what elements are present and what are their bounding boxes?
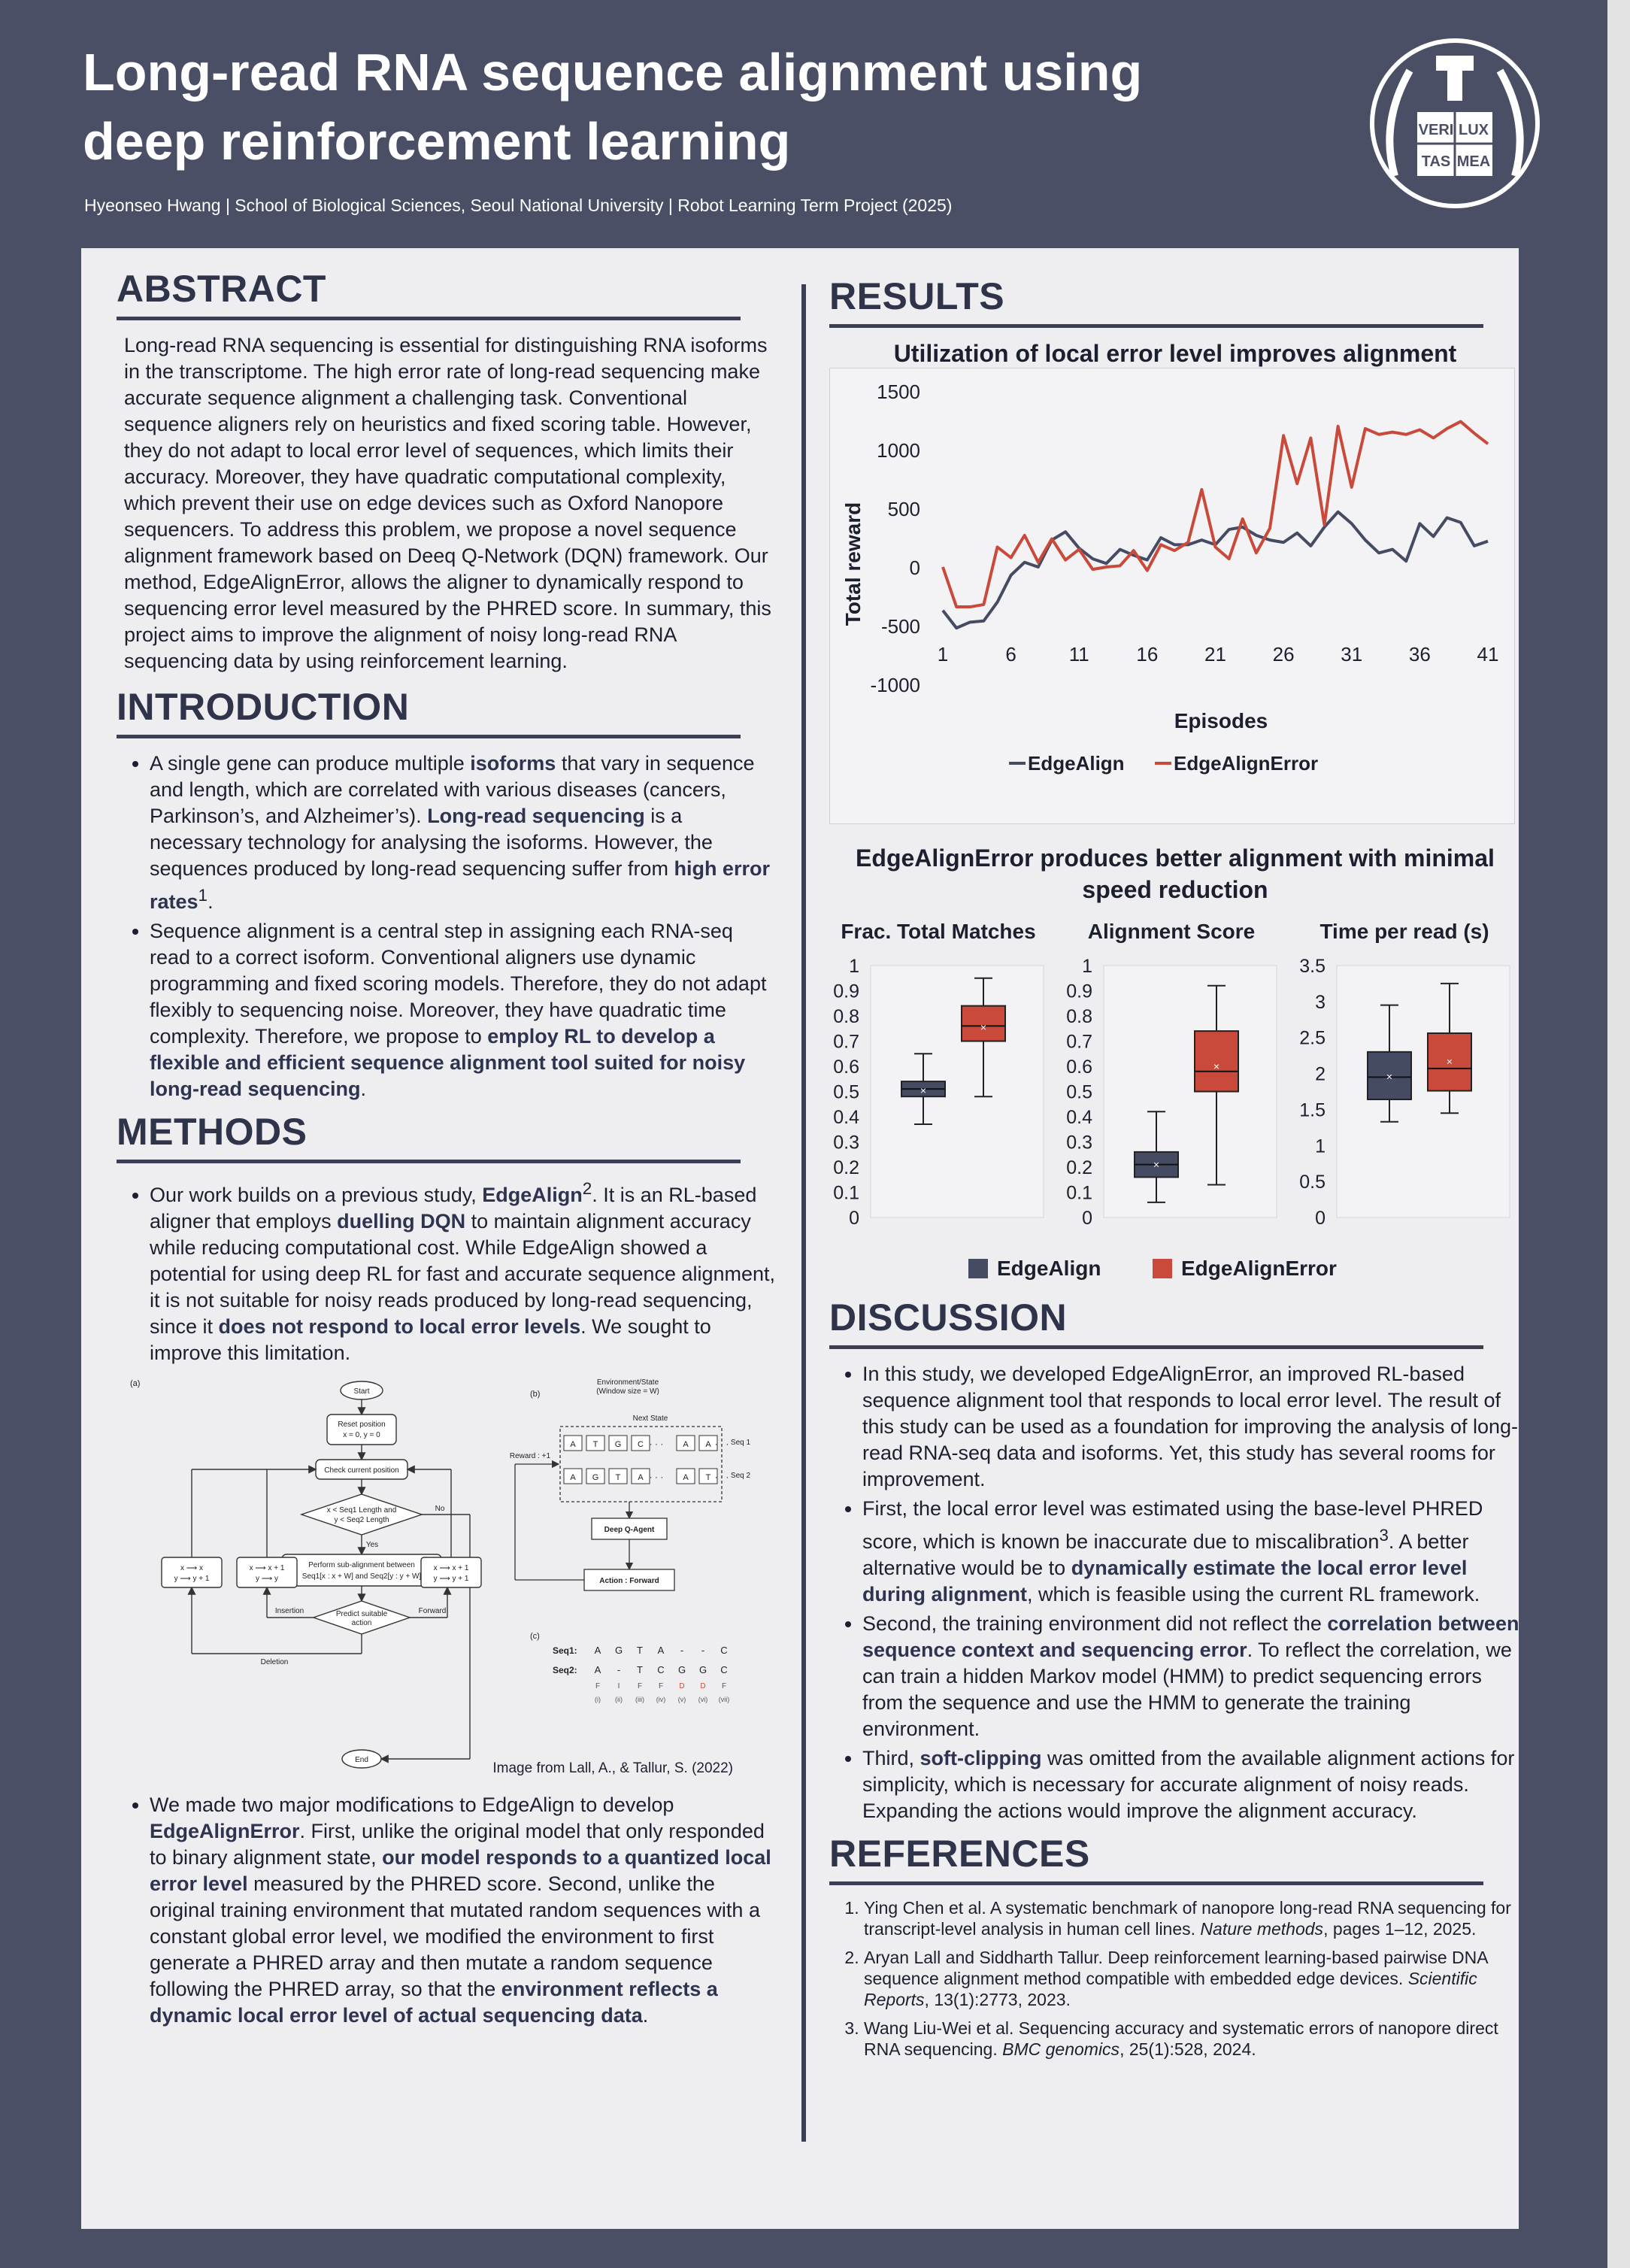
text-run-bold: correlation between sequence context and sequencing error	[862, 1612, 1519, 1661]
box-y-tick-label: 0.3	[1066, 1132, 1092, 1154]
seq2-letter: A	[683, 1473, 689, 1482]
action-2-line-1: x ⟶ x + 1	[249, 1564, 285, 1572]
text-run-bold: EdgeAlign	[482, 1184, 583, 1206]
text-run: Our work builds on a previous study,	[150, 1184, 483, 1206]
no-label: No	[435, 1505, 445, 1513]
box-y-tick-label: 0.6	[833, 1057, 859, 1078]
x-tick-label: 6	[1005, 643, 1016, 666]
text-run: that vary in sequence and length, which are correlated with various diseases (cancers, Parkinson’s, and Alzheimer’s).	[150, 752, 755, 827]
reset-label-2: x = 0, y = 0	[343, 1431, 380, 1439]
journal-name: Nature methods	[1200, 1919, 1324, 1939]
references-section	[829, 1832, 1521, 2060]
action-3-line-1: x ⟶ x + 1	[433, 1564, 469, 1572]
results-section	[829, 274, 1521, 1293]
insertion-label: Insertion	[274, 1607, 304, 1615]
legend-label-edgealign: EdgeAlign	[1028, 752, 1125, 775]
text-run: .	[642, 2004, 649, 2027]
legend-label-edgealignerror: EdgeAlignError	[1174, 752, 1319, 775]
reset-label: Reset position	[338, 1421, 386, 1429]
box-y-tick-label: 0.4	[833, 1107, 859, 1128]
start-label: Start	[353, 1387, 370, 1396]
methods-bullet-1	[150, 1175, 778, 1366]
seq1-letter: A	[570, 1440, 576, 1449]
abstract-text: Long-read RNA sequencing is essential for distinguishing RNA isoforms in the transcriptome. The high error rate of long-read sequencing make accurate sequence alignment a challenging task. Conventional sequence aligners rely on heuristics and fixed scoring table. However, they do not adapt to local error level of sequences, which limits their accuracy. Moreover, they have quadratic computational complexity, which prevent their use on edge devices such as Oxford Nanopore sequencers. To address this problem, we propose a novel sequence alignment framework based on Deeq Q-Network (DQN) framework. Our method, EdgeAlignError, allows the aligner to dynamically respond to sequencing error level measured by the PHRED score. In summary, this project aims to improve the alignment of noisy long-read RNA sequencing data by using reinforcement learning.	[124, 334, 771, 672]
methods-figure	[124, 1375, 771, 1781]
x-axis-label: Episodes	[1174, 709, 1268, 732]
env-label-2: (Window size = W)	[596, 1387, 659, 1396]
title-line-2: deep reinforcement learning	[83, 112, 791, 171]
legend-swatch-edgealign-box	[968, 1259, 988, 1278]
text-run: Second, the training environment did not reflect the	[862, 1612, 1328, 1635]
abstract-section	[117, 267, 778, 675]
c-seq1-letter: -	[680, 1645, 684, 1656]
box-y-tick-label: 2	[1315, 1063, 1326, 1085]
box-y-tick-label: 0.9	[833, 981, 859, 1002]
methods-heading: METHODS	[117, 1111, 308, 1153]
seq2-ellipsis: · · ·	[714, 1472, 729, 1482]
line-chart-legend	[1009, 752, 1318, 775]
box-y-tick-label: 0.8	[1066, 1006, 1092, 1027]
journal-name: Scientific Reports	[864, 1969, 1477, 2009]
introduction-list	[117, 750, 778, 1102]
intro-bullet-2	[150, 918, 778, 1102]
box-y-tick-label: 0	[849, 1208, 859, 1229]
env-label-1: Environment/State	[596, 1378, 659, 1387]
box-y-tick-label: 0.2	[1066, 1157, 1092, 1178]
box-y-tick-label: 2.5	[1299, 1027, 1326, 1049]
section-rule	[117, 317, 741, 320]
text-run: Sequence alignment is a central step in assigning each RNA-seq read to a correct isoform. Conventional aligners use dynamic programming and fixed scoring models. Therefore, they do not adapt flexibly to sequencing noise. Moreover, they have quadratic time complexity. Therefore, we propose to	[150, 920, 767, 1048]
journal-name: BMC genomics	[1002, 2039, 1120, 2059]
methods-section	[117, 1110, 778, 2029]
legend-swatch-edgealignerror-box	[1153, 1259, 1172, 1278]
c-op-letter: D	[700, 1682, 706, 1690]
seq2-cells	[564, 1469, 729, 1484]
text-run: was omitted from the available alignment actions for simplicity, which is necessary for accurate alignment of noisy reads. Expanding the actions would improve the alignment accuracy.	[862, 1747, 1515, 1822]
mean-marker: ×	[980, 1021, 987, 1034]
text-run-bold: Long-read sequencing	[427, 805, 645, 827]
x-tick-label: 26	[1272, 643, 1295, 666]
text-run-bold: environment reflects a dynamic local error level of actual sequencing data	[150, 1978, 718, 2027]
abstract-heading: ABSTRACT	[117, 268, 326, 310]
action-1-line-2: y ⟶ y + 1	[174, 1575, 210, 1583]
discussion-bullet-3	[862, 1611, 1521, 1742]
x-tick-label: 36	[1408, 643, 1431, 666]
boxplot-legend	[968, 1257, 1337, 1280]
box-y-tick-label: 3	[1315, 991, 1326, 1013]
action-3-line-2: y ⟶ y + 1	[433, 1575, 469, 1583]
c-seq2-letter: T	[637, 1664, 643, 1675]
series-line-edgealignerror	[943, 422, 1488, 607]
seq1-letter: A	[683, 1440, 689, 1449]
introduction-section	[117, 685, 778, 1102]
box-y-tick-label: 0	[1315, 1208, 1326, 1229]
box-y-tick-label: 0.7	[833, 1031, 859, 1053]
text-run: Third,	[862, 1747, 920, 1769]
condition-node	[301, 1494, 422, 1535]
x-tick-label: 16	[1136, 643, 1159, 666]
y-tick-label: -1000	[870, 674, 920, 696]
results-heading: RESULTS	[829, 275, 1005, 317]
panel-c-label: (c)	[530, 1632, 540, 1641]
y-tick-label: 1000	[877, 439, 920, 462]
c-seq2-letter: C	[720, 1664, 728, 1675]
box-panel-frame	[1104, 966, 1277, 1217]
seq2-letter: A	[570, 1473, 576, 1482]
legend-label-edgealign-box: EdgeAlign	[997, 1257, 1101, 1280]
c-op-letter: F	[721, 1682, 727, 1690]
section-rule	[829, 1881, 1483, 1885]
predict-label-1: Predict suitable	[335, 1610, 388, 1618]
box-y-tick-label: 0.2	[833, 1157, 859, 1178]
column-divider	[801, 284, 806, 2142]
mean-marker: ×	[1153, 1158, 1160, 1171]
text-run: is a necessary technology for analysing the isoforms. However, the sequences produced by long-read sequencing suffer from	[150, 805, 713, 880]
introduction-heading: INTRODUCTION	[117, 686, 410, 728]
legend-label-edgealignerror-box: EdgeAlignError	[1181, 1257, 1337, 1280]
box-panel-title: Frac. Total Matches	[841, 920, 1036, 943]
section-rule	[117, 1160, 741, 1163]
box-y-tick-label: 1	[1082, 956, 1092, 977]
text-run: . First, unlike the original model that only responded to binary alignment state,	[150, 1820, 765, 1869]
c-seq1-letter: G	[614, 1645, 623, 1656]
y-axis-label: Total reward	[841, 502, 865, 626]
right-column	[829, 274, 1521, 2067]
box-y-tick-label: 3.5	[1299, 956, 1326, 977]
logo-text-1: VERI	[1418, 122, 1454, 138]
methods-list-2	[117, 1792, 778, 2029]
citation-sup: 3	[1379, 1526, 1389, 1545]
c-seq1-letter: C	[720, 1645, 728, 1656]
author-byline: Hyeonseo Hwang | School of Biological Sciences, Seoul National University | Robot Learning Term Project (2025)	[84, 196, 953, 215]
c-index-label: (ii)	[615, 1696, 623, 1703]
seq1-row-label: Seq 1	[730, 1439, 751, 1447]
c-seq2-letter: A	[594, 1664, 601, 1675]
text-run: Wang Liu-Wei et al. Sequencing accuracy and systematic errors of nanopore direct RNA sequencing.	[864, 2018, 1498, 2059]
text-run-bold: duelling DQN	[337, 1210, 466, 1233]
seq1-ellipsis: · · ·	[649, 1439, 664, 1449]
discussion-list	[829, 1361, 1521, 1824]
condition-label-1: x < Seq1 Length and	[326, 1506, 397, 1515]
text-run: , pages 1–12, 2025.	[1323, 1919, 1477, 1939]
text-run: . A better alternative would be to	[862, 1530, 1469, 1579]
mean-marker: ×	[1386, 1070, 1393, 1083]
mean-marker: ×	[1213, 1060, 1220, 1072]
action-forward-label: Action : Forward	[599, 1577, 659, 1585]
boxplot-title: EdgeAlignError produces better alignment with minimal speed reduction	[856, 844, 1495, 903]
action-box-3	[421, 1557, 481, 1587]
box-y-tick-label: 0.5	[833, 1081, 859, 1103]
box-y-tick-label: 0.6	[1066, 1057, 1092, 1078]
y-tick-label: 500	[887, 498, 920, 520]
methods-list-1	[117, 1175, 778, 1366]
x-tick-label: 41	[1477, 643, 1499, 666]
text-run: . To reflect the correlation, we can train a hidden Markov model (HMM) to predict sequencing errors from the sequence and use the HMM to generate the training environment.	[862, 1639, 1512, 1740]
discussion-heading: DISCUSSION	[829, 1296, 1068, 1339]
text-run-bold: high error rates	[150, 857, 770, 913]
discussion-bullet-1: • In this study, we developed EdgeAlignError, an improved RL-based sequence alignment tool that responds to local error level. The result of this study can be used as a foundation for improving the analysis of long-read RNA-seq data and isoforms. Yet, this study has several rooms for improvement.	[862, 1361, 1521, 1493]
citation-sup: 2	[582, 1179, 592, 1198]
seq2-letter: T	[615, 1473, 621, 1482]
c-op-letter: F	[595, 1682, 601, 1690]
c-index-label: (iv)	[656, 1696, 666, 1703]
action-box-1	[162, 1557, 222, 1587]
c-op-letter: F	[637, 1682, 643, 1690]
c-seq1-letter: -	[701, 1645, 705, 1656]
c-seq2-letter: G	[698, 1664, 707, 1675]
y-tick-label: 1500	[877, 381, 920, 403]
section-rule	[829, 324, 1483, 328]
mean-marker: ×	[1446, 1055, 1453, 1068]
edgealign-diagram	[124, 1375, 771, 1781]
text-run: to maintain alignment accuracy while reducing computational cost. While EdgeAlign showed a potential for using deep RL for fast and accurate sequence alignment, it is not suitable for noisy reads produced by long-read sequencing, since it	[150, 1210, 776, 1338]
section-rule	[117, 735, 741, 738]
section-rule	[829, 1345, 1483, 1349]
c-seq2-label: Seq2:	[553, 1665, 577, 1675]
text-run: , 25(1):528, 2024.	[1119, 2039, 1256, 2059]
box-panel-frame	[871, 966, 1044, 1217]
text-run: measured by the PHRED score. Second, unlike the original training environment that mutated random sequences with a constant global error level, we modified the environment to first generate a PHRED array and then mutate a random sequence following the PHRED array, so that the	[150, 1872, 760, 2000]
text-run: Ying Chen et al. A systematic benchmark of nanopore long-read RNA sequencing for transcript-level analysis in human cell lines.	[864, 1898, 1511, 1939]
figure-caption: Image from Lall, A., & Tallur, S. (2022)	[492, 1760, 733, 1776]
c-index-label: (v)	[677, 1696, 686, 1703]
references-heading: REFERENCES	[829, 1833, 1090, 1875]
wall-edge	[1607, 0, 1630, 2268]
text-run: Aryan Lall and Siddharth Tallur. Deep reinforcement learning-based pairwise DNA sequence alignment method compatible with embedded edge devices.	[864, 1948, 1488, 1988]
text-run: A single gene can produce multiple	[150, 752, 471, 775]
seq1-cells	[564, 1436, 729, 1451]
intro-bullet-1	[150, 750, 778, 915]
box-panel-title: Time per read (s)	[1319, 920, 1489, 943]
dqn-label: Deep Q-Agent	[604, 1526, 655, 1534]
text-run-bold: does not respond to local error levels	[218, 1315, 581, 1338]
text-run-bold: dynamically estimate the local error level during alignment	[862, 1557, 1468, 1605]
subalign-node	[282, 1554, 441, 1586]
reference-2	[864, 1947, 1521, 2010]
c-op-letter: I	[617, 1682, 620, 1690]
box-y-tick-label: 0.1	[833, 1182, 859, 1204]
boxplot-chart	[829, 913, 1513, 1289]
box-y-tick-label: 0.8	[833, 1006, 859, 1027]
text-run-bold: isoforms	[470, 752, 556, 775]
line-chart-frame	[829, 368, 1515, 824]
next-state-label: Next State	[632, 1414, 668, 1423]
text-run: . It is an RL-based aligner that employs	[150, 1184, 757, 1233]
text-run: .	[360, 1078, 367, 1100]
c-seq1-letter: A	[594, 1645, 601, 1656]
text-run: First, the local error level was estimated using the base-level PHRED score, which is known be inaccurate due to miscalibration	[862, 1497, 1483, 1553]
text-run-bold: soft-clipping	[920, 1747, 1042, 1769]
seq2-letter: T	[705, 1473, 711, 1482]
citation-sup: 1	[198, 886, 208, 905]
text-run-bold: EdgeAlignError	[150, 1820, 300, 1842]
text-run: , 13(1):2773, 2023.	[924, 1990, 1071, 2009]
x-tick-label: 21	[1204, 643, 1226, 666]
subalign-label-2: Seq1[x : x + W] and Seq2[y : y + W]	[301, 1572, 422, 1581]
panel-b-label: (b)	[530, 1390, 541, 1399]
box-y-tick-label: 1	[849, 956, 859, 977]
x-tick-label: 11	[1068, 643, 1089, 666]
seq1-letter: A	[705, 1440, 711, 1449]
seq1-ellipsis: · · ·	[714, 1439, 729, 1449]
c-op-letter: F	[658, 1682, 664, 1690]
c-op-letter: D	[679, 1682, 685, 1690]
text-run-bold: our model responds to a quantized local error level	[150, 1846, 771, 1895]
end-label: End	[355, 1756, 368, 1764]
poster-title	[83, 38, 1323, 176]
yes-label: Yes	[365, 1541, 379, 1549]
x-tick-label: 1	[937, 643, 949, 666]
box-y-tick-label: 0.5	[1299, 1172, 1326, 1193]
c-seq2-letter: G	[677, 1664, 686, 1675]
reference-3	[864, 2018, 1521, 2060]
seq2-letter: A	[638, 1473, 644, 1482]
box-y-tick-label: 1	[1315, 1136, 1326, 1157]
c-index-label: (i)	[595, 1696, 601, 1703]
seq1-letter: G	[614, 1440, 622, 1449]
c-seq1-letter: T	[637, 1645, 643, 1656]
predict-label-2: action	[351, 1619, 372, 1627]
logo-text-2: LUX	[1459, 122, 1489, 138]
seq2-letter: G	[592, 1473, 599, 1482]
c-seq1-label: Seq1:	[553, 1645, 577, 1656]
c-seq1-letter: A	[657, 1645, 665, 1656]
discussion-bullet-2	[862, 1496, 1521, 1608]
discussion-section	[829, 1296, 1521, 1824]
title-line-1: Long-read RNA sequence alignment using	[83, 43, 1143, 102]
box-y-tick-label: 1.5	[1299, 1099, 1326, 1121]
y-tick-label: -500	[880, 615, 920, 638]
subalign-label-1: Perform sub-alignment between	[308, 1561, 415, 1569]
text-run: .	[208, 890, 214, 913]
text-run: We made two major modifications to EdgeAlign to develop	[150, 1793, 674, 1816]
seq2-ellipsis: · · ·	[649, 1472, 664, 1482]
reference-1	[864, 1897, 1521, 1939]
c-index-label: (vi)	[698, 1696, 708, 1703]
reset-node	[327, 1414, 396, 1445]
seq1-letter: C	[638, 1440, 644, 1449]
line-chart-title: Utilization of local error level improves alignment	[893, 340, 1457, 367]
left-column	[117, 267, 778, 2036]
box-y-tick-label: 0.3	[833, 1132, 859, 1154]
logo-text-4: MEA	[1456, 153, 1491, 170]
y-tick-label: 0	[909, 556, 920, 579]
x-tick-label: 31	[1341, 643, 1363, 666]
logo-text-3: TAS	[1421, 153, 1451, 170]
box-panel-frame	[1337, 966, 1510, 1217]
text-run: , which is feasible using the current RL framework.	[1027, 1583, 1480, 1605]
c-seq2-letter: -	[617, 1664, 621, 1675]
mean-marker: ×	[920, 1084, 927, 1096]
reward-label: Reward : +1	[509, 1452, 551, 1460]
box-y-tick-label: 0.5	[1066, 1081, 1092, 1103]
alignment-example	[553, 1645, 729, 1703]
box-y-tick-label: 0.7	[1066, 1031, 1092, 1053]
seq1-letter: T	[592, 1440, 598, 1449]
c-index-label: (vii)	[718, 1696, 730, 1703]
reward-line-chart	[830, 368, 1514, 797]
action-1-line-1: x ⟶ x	[180, 1564, 203, 1572]
box-y-tick-label: 0.9	[1066, 981, 1092, 1002]
methods-bullet-2	[150, 1792, 778, 2029]
panel-a-label: (a)	[130, 1379, 141, 1388]
series-line-edgealign	[943, 512, 1488, 628]
reference-list	[829, 1897, 1521, 2060]
university-seal-logo	[1365, 33, 1545, 214]
box-panel-title: Alignment Score	[1087, 920, 1256, 943]
forward-label: Forward	[418, 1607, 447, 1615]
action-box-2	[237, 1557, 297, 1587]
action-2-line-2: y ⟶ y	[256, 1575, 278, 1583]
seq2-row-label: Seq 2	[730, 1472, 751, 1480]
c-index-label: (iii)	[635, 1696, 644, 1703]
deletion-label: Deletion	[260, 1658, 289, 1666]
check-label: Check current position	[324, 1466, 399, 1475]
text-run-bold: employ RL to develop a flexible and efficient sequence alignment tool suited for noisy long-read sequencing	[150, 1025, 746, 1100]
box-y-tick-label: 0	[1082, 1208, 1092, 1229]
condition-label-2: y < Seq2 Length	[334, 1516, 389, 1524]
discussion-bullet-4	[862, 1745, 1521, 1824]
box-y-tick-label: 0.1	[1066, 1182, 1092, 1204]
box-y-tick-label: 0.4	[1066, 1107, 1092, 1128]
c-seq2-letter: C	[657, 1664, 665, 1675]
text-run: . We sought to improve this limitation.	[150, 1315, 711, 1364]
